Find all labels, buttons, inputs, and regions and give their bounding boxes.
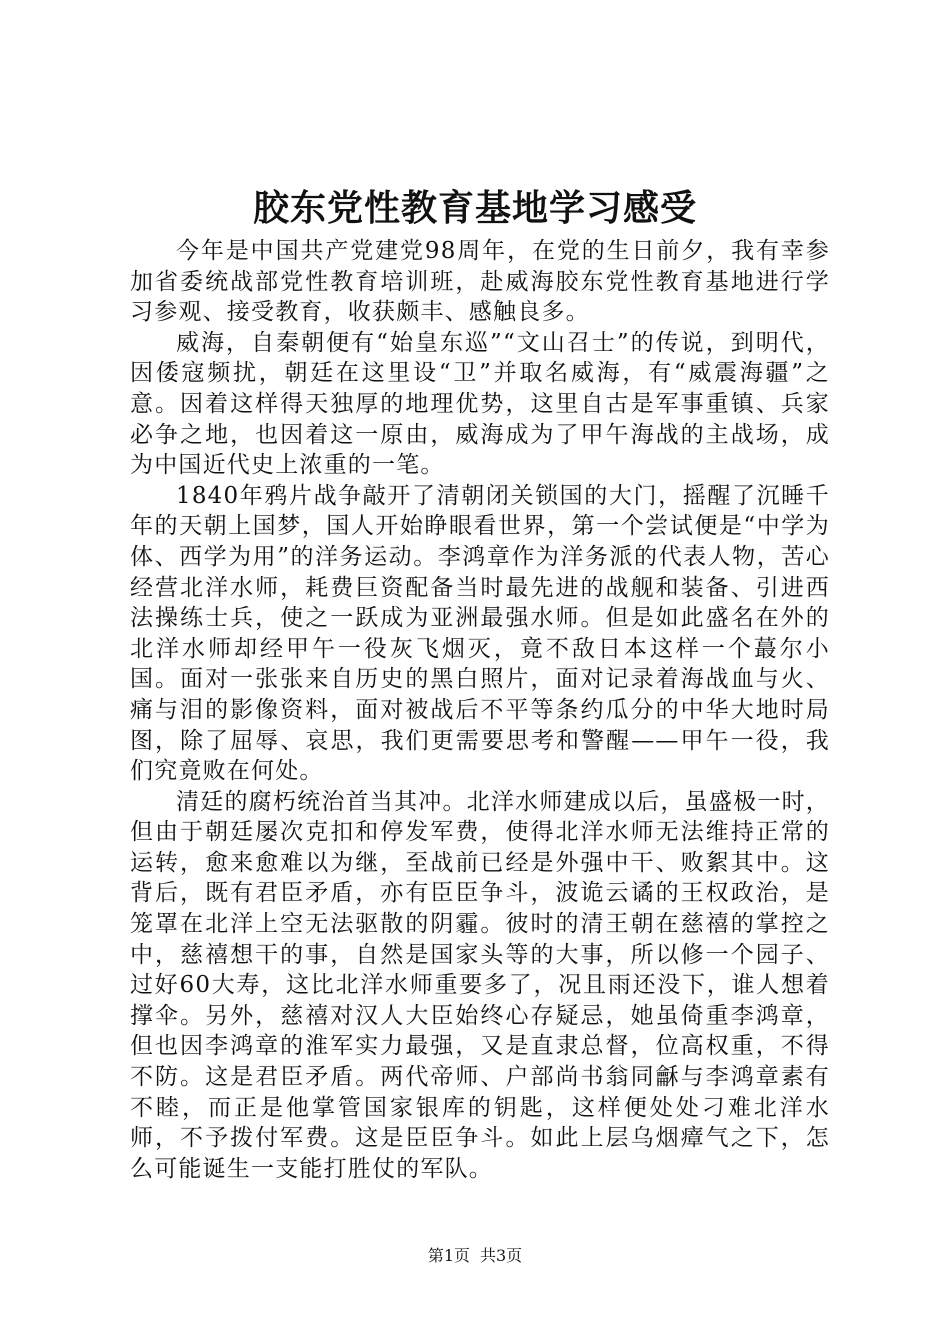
paragraph-2: 威海，自秦朝便有“始皇东巡”“文山召士”的传说，到明代，因倭寇频扰，朝廷在这里设“卫”并取名威海，有“威震海疆”之意。因着这样得天独厚的地理优势，这里自古是军事重镇、兵家必争之地，也因着这一原由，威海成为了甲午海战的主战场，成为中国近代史上浓重的一笔。: [130, 329, 830, 479]
document-body: [130, 236, 830, 1184]
paragraph-4: 清廷的腐朽统治首当其冲。北洋水师建成以后，虽盛极一时，但由于朝廷屡次克扣和停发军费，使得北洋水师无法维持正常的运转，愈来愈难以为继，至战前已经是外强中干、败絮其中。这背后，既有君臣矛盾，亦有臣臣争斗，波诡云谲的王权政治，是笼罩在北洋上空无法驱散的阴霾。彼时的清王朝在慈禧的掌控之中，慈禧想干的事，自然是国家头等的大事，所以修一个园子、过好60大寿，这比北洋水师重要多了，况且雨还没下，谁人想着撑伞。另外，慈禧对汉人大臣始终心存疑忌，她虽倚重李鸿章，但也因李鸿章的淮军实力最强，又是直隶总督，位高权重，不得不防。这是君臣矛盾。两代帝师、户部尚书翁同龢与李鸿章素有不睦，而正是他掌管国家银库的钥匙，这样便处处刁难北洋水师，不予拨付军费。这是臣臣争斗。如此上层乌烟瘴气之下，怎么可能诞生一支能打胜仗的军队。: [130, 788, 830, 1182]
paragraph-1: 今年是中国共产党建党98周年，在党的生日前夕，我有幸参加省委统战部党性教育培训班，赴威海胶东党性教育基地进行学习参观、接受教育，收获颇丰、感触良多。: [130, 238, 830, 326]
paragraph-3: 1840年鸦片战争敲开了清朝闭关锁国的大门，摇醒了沉睡千年的天朝上国梦，国人开始睁眼看世界，第一个尝试便是“中学为体、西学为用”的洋务运动。李鸿章作为洋务派的代表人物，苦心经营北洋水师，耗费巨资配备当时最先进的战舰和装备、引进西法操练士兵，使之一跃成为亚洲最强水师。但是如此盛名在外的北洋水师却经甲午一役灰飞烟灭，竟不敌日本这样一个蕞尔小国。面对一张张来自历史的黑白照片，面对记录着海战血与火、痛与泪的影像资料，面对被战后不平等条约瓜分的中华大地时局图，除了屈辱、哀思，我们更需要思考和警醒——甲午一役，我们究竟败在何处。: [130, 482, 830, 785]
page-title: 胶东党性教育基地学习感受: [252, 187, 697, 229]
page-total: 共3页: [480, 1246, 523, 1265]
page-footer: [0, 1245, 950, 1267]
page-number: 第1页: [427, 1246, 470, 1265]
